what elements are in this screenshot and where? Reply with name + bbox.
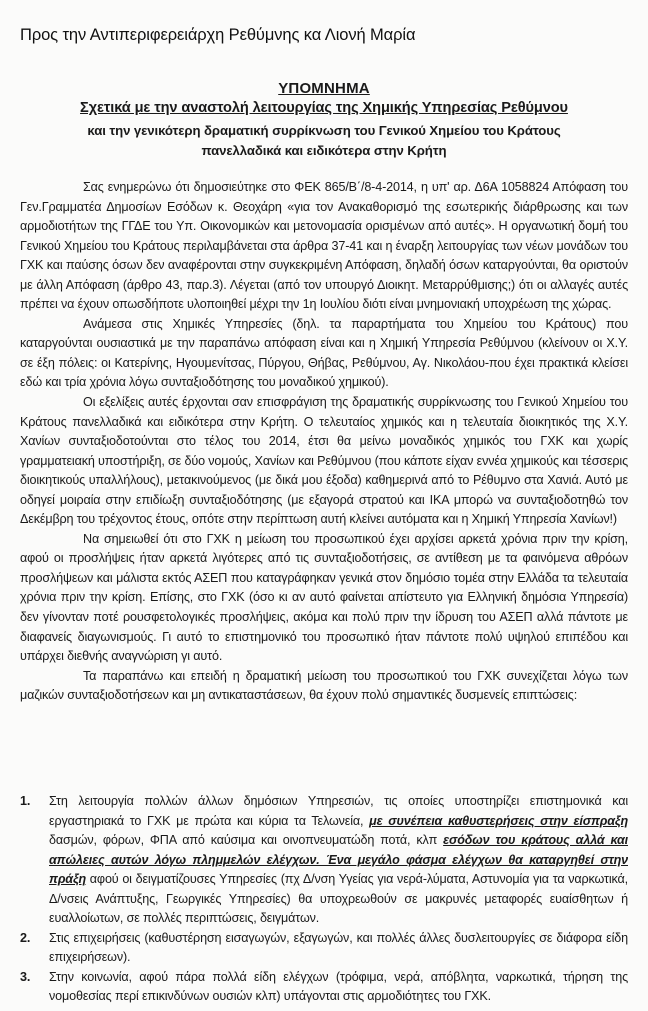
memo-body (20, 178, 628, 706)
list-number: 1. (20, 794, 31, 808)
list-text: δασμών, φόρων, ΦΠΑ από καύσιμα και οινοπνευματώδη ποτά, κλπ (49, 833, 444, 847)
memo-subtitle-line-3: πανελλαδικά και ειδικότερα στην Κρήτη (201, 142, 447, 158)
emphasized-text: εσόδων του κράτους αλλά και απώλειες αυτών λόγω πλημμελών ελέγχων. Ένα μεγάλο φάσμα ελέγχων θα καταργηθεί στην πράξη (49, 833, 628, 886)
memo-subject: Σχετικά με την αναστολή λειτουργίας της Χημικής Υπηρεσίας Ρεθύμνου (80, 100, 568, 116)
recipient-line: Προς την Αντιπεριφερειάρχη Ρεθύμνης κα Λιονή Μαρία (20, 26, 416, 44)
list-number: 3. (20, 969, 31, 984)
list-item (20, 968, 628, 1007)
consequences-list (20, 792, 628, 1007)
list-item (20, 929, 628, 968)
list-text: Στην κοινωνία, αφού πάρα πολλά είδη ελέγχων (τρόφιμα, νερά, απόβλητα, ναρκωτικά, τήρηση της νομοθεσίας περί επικινδύνων ουσιών κλπ) υπάγονται στις αρμοδιότητες του ΓΧΚ. (49, 969, 628, 1003)
list-text: Στη λειτουργία πολλών άλλων δημόσιων Υπηρεσιών, τις οποίες υποστηρίζει επιστημονικά και εργαστηριακά το ΓΧΚ με πρώτα και κύρια τα Τελωνεία, (49, 794, 628, 828)
list-item (20, 792, 628, 929)
paragraph: Να σημειωθεί ότι στο ΓΧΚ η μείωση του προσωπικού έχει αρχίσει αρκετά χρόνια πριν την κρίση, αφού οι προσλήψεις ήταν αρκετά λιγότερες από τις συνταξιοδοτήσεις, σε αντίθεση με τα φαινόμενα αθρόων προσλήψεων και μάλιστα εκτός ΑΣΕΠ που καταγράφηκαν γενικά στον δημόσιο τομέα στην Ελλάδα τα τελευταία χρόνια πριν την κρίση. Επίσης, στο ΓΧΚ (όσο κι αν αυτό φαίνεται απίστευτο για Ελληνική δημόσια Υπηρεσία) δεν γίνονταν ποτέ ρουσφετολογικές προσλήψεις, ακόμα και πολύ πριν την ίδρυση του ΑΣΕΠ αλλά πάντοτε με διαφανείς διαγωνισμούς. Γι αυτό το επιστημονικό του προσωπικό ήταν πάντοτε πολύ υψηλού επιπέδου και υπάρχει διεθνής αναγνώριση γι αυτό. (20, 531, 628, 664)
list-text: αφού οι δειγματίζουσες Υπηρεσίες (πχ Δ/νση Υγείας για νερά-λύματα, Αστυνομία για τα ναρκωτικά, Δ/νσεις Ανάπτυξης, Γεωργικές Υπηρεσίες) θα υποχρεωθούν σε μακρυνές μεταφορές ευαίσθητων ή ευαλλοίωτων, σε πολλές περιπτώσεις, δειγμάτων. (49, 872, 628, 925)
memo-subtitle (0, 121, 648, 160)
list-text: Στις επιχειρήσεις (καθυστέρηση εισαγωγών, εξαγωγών, και πολλές άλλες δυσλειτουργίες σε διάφορα είδη επιχειρήσεων). (49, 930, 628, 964)
list-number: 2. (20, 930, 31, 945)
paragraph: Σας ενημερώνω ότι δημοσιεύτηκε στο ΦΕΚ 865/Β΄/8-4-2014, η υπ' αρ. Δ6Α 1058824 Απόφαση του Γεν.Γραμματέα Δημοσίων Εσόδων κ. Θεοχάρη «για τον Ανακαθορισμό της εσωτερικής διάρθρωσης και των αρμοδιοτήτων της ΓΓΔΕ του Υπ. Οικονομικών και μετονομασία ορισμένων από αυτές». Η οργανωτική δομή του Γενικού Χημείου του Κράτους περιλαμβάνεται στα άρθρα 37-41 και η έναρξη λειτουργίας των νέων μονάδων του ΓΧΚ και παύσης όσων δεν αναφέρονται στην συγκεκριμένη Απόφαση, δηλαδή όσων καταργούνται, θα οριστούν με άλλη Απόφαση (άρθρο 43, παρ.3). Λέγεται (από τον υπουργό Διοικητ. Μεταρρύθμισης;) ότι οι αλλαγές αυτές πρέπει να έχουν οπωσδήποτε υλοποιηθεί μέχρι την 1η Ιουλίου διότι είναι μνημονιακή υποχρέωση της χώρας. (20, 180, 628, 312)
paragraph: Τα παραπάνω και επειδή η δραματική μείωση του προσωπικού του ΓΧΚ συνεχίζεται λόγω των μαζικών συνταξιοδοτήσεων και μη αντικαταστάσεων, θα έχουν πολύ σημαντικές δυσμενείς επιπτώσεις: (20, 668, 628, 703)
paragraph: Οι εξελίξεις αυτές έρχονται σαν επισφράγιση της δραματικής συρρίκνωσης του Γενικού Χημείου του Κράτους πανελλαδικά και ειδικότερα στην Κρήτη. Ο τελευταίος χημικός και η τελευταία διοικητικός της Χ.Υ. Χανίων συνταξιοδοτούνται στο τέλος του 2014, έτσι θα μείνω μοναδικός χημικός του ΓΧΚ και χωρίς γραμματειακή υποστήριξη, σε δύο νομούς, Χανίων και Ρεθύμνου (που κάποτε είχαν εννέα χημικούς και τέσσερις διοικητικούς υπαλλήλους), μετακινούμενος (με δικά μου έξοδα) καθημερινά από το Ρέθυμνο στα Χανιά. Αυτό με οδηγεί μοιραία στην επιδίωξη συνταξιοδότησης (με εξαγορά στρατού και ΙΚΑ μπορώ να συνταξιοδοτηθώ τον Δεκέμβρη του τρέχοντος έτους, οπότε στην περίπτωση αυτή κλείνει αυτόματα και η Χημική Υπηρεσία Χανίων!) (20, 395, 628, 527)
memo-subtitle-line-2: και την γενικότερη δραματική συρρίκνωση του Γενικού Χημείου του Κράτους (87, 123, 561, 138)
emphasized-text: με συνέπεια καθυστερήσεις στην είσπραξη (369, 813, 628, 828)
memo-title: ΥΠΟΜΝΗΜΑ (278, 80, 370, 97)
paragraph: Ανάμεσα στις Χημικές Υπηρεσίες (δηλ. τα παραρτήματα του Χημείου του Κράτους) που καταργούνται ουσιαστικά με την παραπάνω απόφαση είναι και η Χημική Υπηρεσία Ρεθύμνου (κλείνουν οι Χ.Υ. σε έξη πόλεις: οι Κατερίνης, Ηγουμενίτσας, Πύργου, Θήβας, Ρεθύμνου, Αγ. Νικολάου-που έχει πρακτικά κλείσει εδώ και τρία χρόνια λόγω συνταξιοδότησης του μοναδικού χημικού). (20, 316, 628, 390)
